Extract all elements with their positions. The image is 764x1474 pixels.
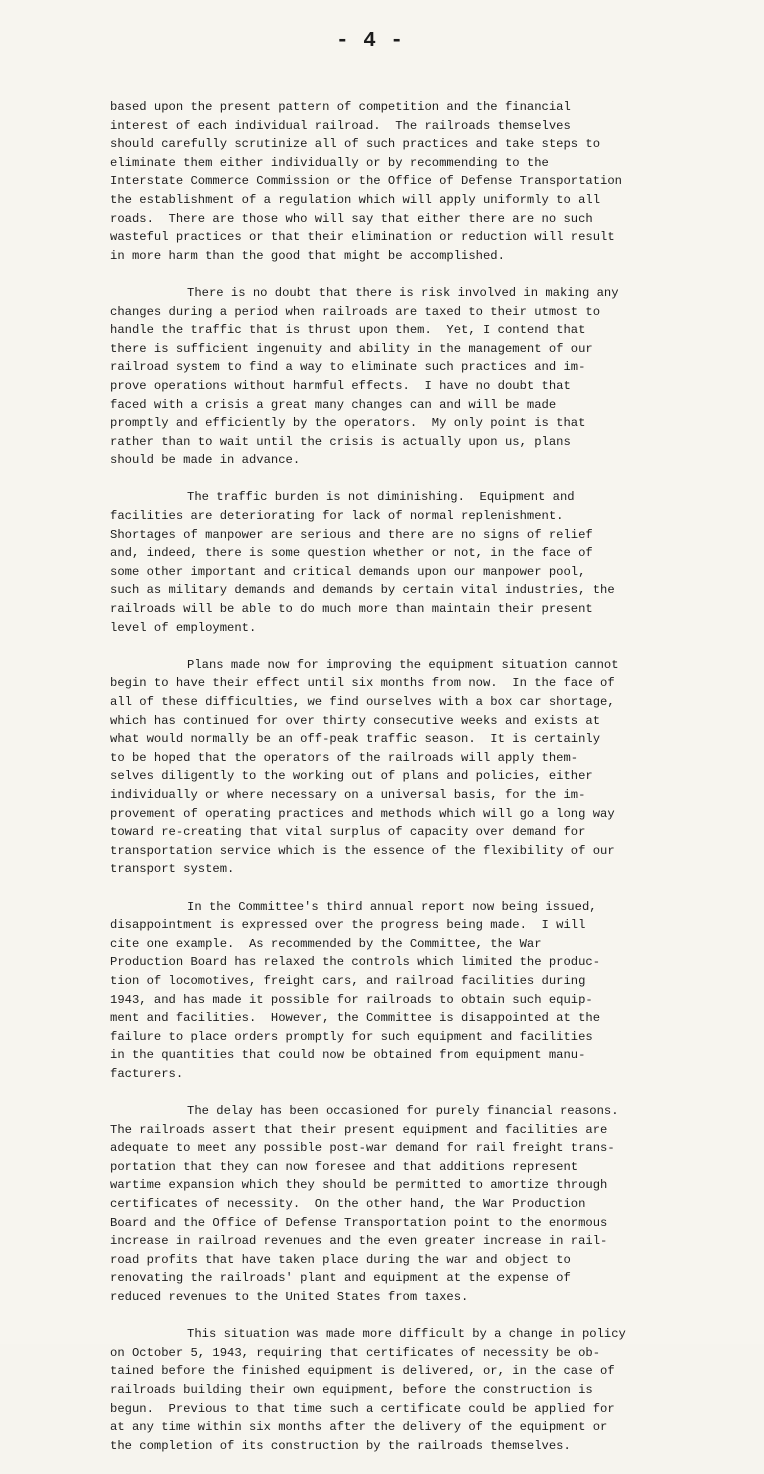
text-line: there is sufficient ingenuity and ability in the management of our [110,341,593,356]
text-line: Interstate Commerce Commission or the Office of Defense Transportation [110,174,622,189]
text-line: in the quantities that could now be obtained from equipment manu- [110,1048,586,1063]
paragraph [110,488,710,637]
body-text [110,98,710,1474]
text-line: all of these difficulties, we find ourselves with a box car shortage, [110,695,615,709]
text-line: The railroads assert that their present equipment and facilities are [110,1122,608,1137]
text-line: level of employment. [110,620,257,635]
text-line: cite one example. As recommended by the Committee, the War [110,936,542,951]
page-number: - 4 - [336,30,405,53]
text-line: based upon the present pattern of competition and the financial [110,100,571,114]
text-line: transportation service which is the essence of the flexibility of our [110,843,615,858]
text-line: interest of each individual railroad. The railroads themselves [110,118,571,133]
text-line: certificates of necessity. On the other hand, the War Production [110,1197,586,1212]
text-line: reduced revenues to the United States from taxes. [110,1290,469,1304]
text-line: changes during a period when railroads are taxed to their utmost to [110,304,601,319]
paragraph [110,1325,710,1455]
text-line: In the Committee's third annual report now being issued, [187,899,597,914]
text-line: prove operations without harmful effects. I have no doubt that [110,378,571,393]
text-line: on October 5, 1943, requiring that certificates of necessity be ob- [110,1345,601,1360]
text-line: what would normally be an off-peak traffic season. It is certainly [110,732,601,747]
paragraph [110,98,710,265]
paragraph [110,656,710,879]
paragraph [110,284,710,470]
text-line: Production Board has relaxed the controls which limited the produc- [110,955,601,970]
text-line: facilities are deteriorating for lack of normal replenishment. [110,509,564,524]
text-line: should carefully scrutinize all of such practices and take steps to [110,137,601,152]
text-line: road profits that have taken place during the war and object to [110,1252,571,1267]
text-line: provement of operating practices and methods which will go a long way [110,806,615,821]
paragraph [110,1102,710,1307]
text-line: such as military demands and demands by certain vital industries, the [110,583,615,598]
text-line: individually or where necessary on a universal basis, for the im- [110,787,586,802]
text-line: failure to place orders promptly for such equipment and facilities [110,1029,593,1044]
text-line: roads. There are those who will say that either there are no such [110,211,593,226]
text-line: toward re-creating that vital surplus of capacity over demand for [110,825,586,840]
text-line: which has continued for over thirty consecutive weeks and exists at [110,713,601,728]
text-line: ment and facilities. However, the Committee is disappointed at the [110,1011,601,1026]
text-line: adequate to meet any possible post-war demand for rail freight trans- [110,1141,615,1156]
text-line: to be hoped that the operators of the railroads will apply them- [110,750,579,765]
text-line: railroads will be able to do much more than maintain their present [110,602,593,617]
text-line: wartime expansion which they should be permitted to amortize through [110,1178,608,1193]
text-line: There is no doubt that there is risk involved in making any [187,285,619,300]
text-line: transport system. [110,862,235,877]
text-line: The delay has been occasioned for purely financial reasons. [187,1104,619,1119]
text-line: facturers. [110,1066,184,1081]
text-line: Board and the Office of Defense Transportation point to the enormous [110,1215,608,1230]
text-line: railroads building their own equipment, before the construction is [110,1382,593,1397]
text-line: Plans made now for improving the equipment situation cannot [187,657,619,672]
text-line: tion of locomotives, freight cars, and railroad facilities during [110,973,586,988]
text-line: in more harm than the good that might be accomplished. [110,248,505,263]
text-line: This situation was made more difficult by a change in policy [187,1327,626,1342]
paragraph [110,898,710,1084]
text-line: and, indeed, there is some question whether or not, in the face of [110,546,593,561]
text-line: increase in railroad revenues and the even greater increase in rail- [110,1234,608,1249]
text-line: The traffic burden is not diminishing. Equipment and [187,490,575,505]
text-line: selves diligently to the working out of plans and policies, either [110,769,593,784]
text-line: handle the traffic that is thrust upon them. Yet, I contend that [110,323,586,338]
text-line: tained before the finished equipment is delivered, or, in the case of [110,1364,615,1379]
text-line: renovating the railroads' plant and equipment at the expense of [110,1271,571,1286]
text-line: disappointment is expressed over the progress being made. I will [110,918,586,933]
text-line: faced with a crisis a great many changes can and will be made [110,397,557,412]
text-line: promptly and efficiently by the operators. My only point is that [110,416,586,431]
text-line: eliminate them either individually or by recommending to the [110,155,549,170]
text-line: railroad system to find a way to eliminate such practices and im- [110,360,586,375]
text-line: rather than to wait until the crisis is actually upon us, plans [110,434,571,449]
text-line: the completion of its construction by the railroads themselves. [110,1438,571,1453]
text-line: Shortages of manpower are serious and there are no signs of relief [110,527,593,542]
text-line: at any time within six months after the delivery of the equipment or [110,1420,608,1435]
text-line: portation that they can now foresee and that additions represent [110,1159,579,1174]
text-line: some other important and critical demands upon our manpower pool, [110,564,586,579]
text-line: begun. Previous to that time such a certificate could be applied for [110,1401,615,1416]
text-line: begin to have their effect until six months from now. In the face of [110,676,615,691]
text-line: should be made in advance. [110,453,301,468]
text-line: the establishment of a regulation which will apply uniformly to all [110,192,601,207]
text-line: 1943, and has made it possible for railroads to obtain such equip- [110,992,593,1007]
text-line: wasteful practices or that their elimination or reduction will result [110,230,615,245]
